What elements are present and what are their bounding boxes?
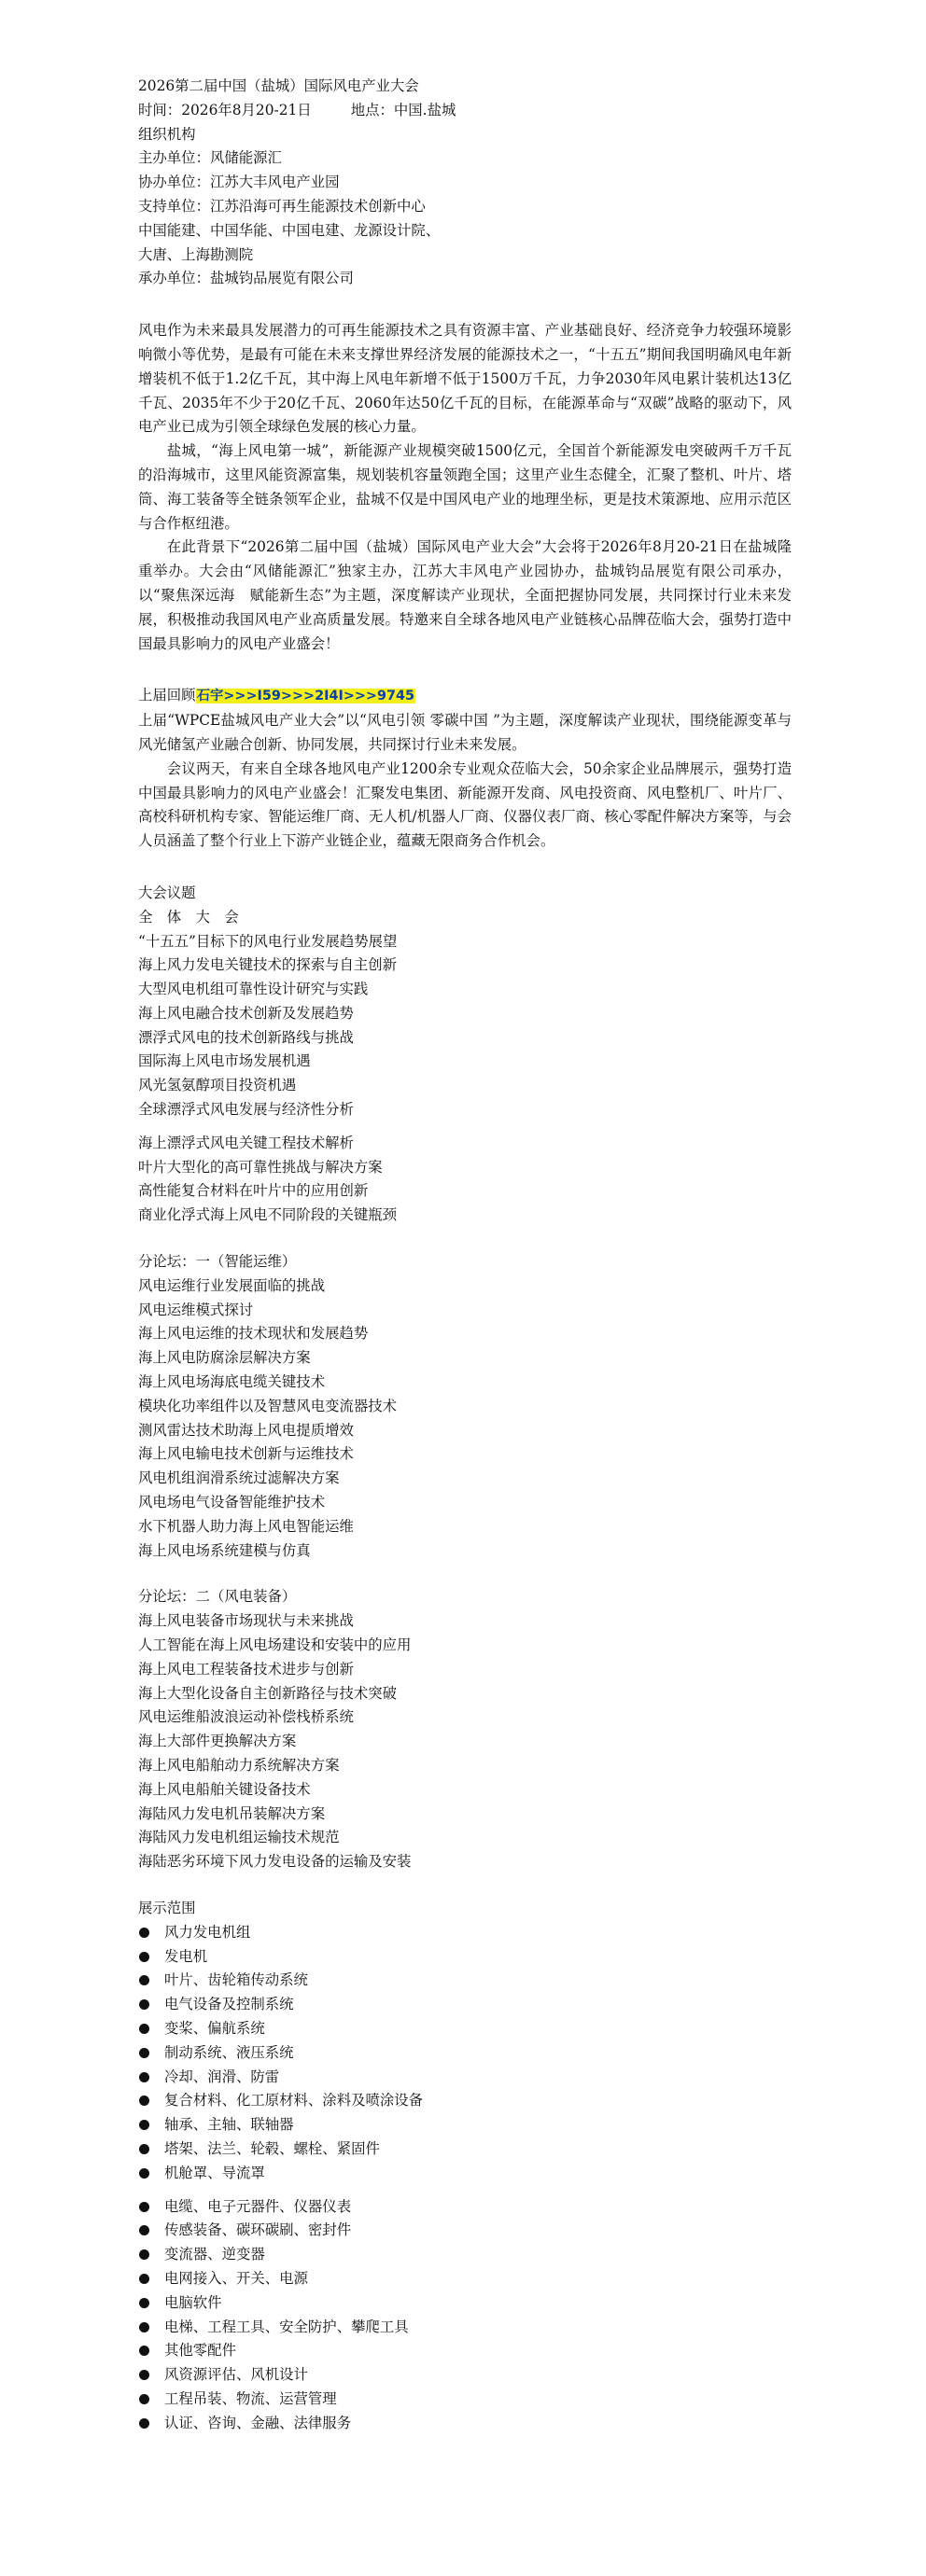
exhibit-item-label: 电梯、工程工具、安全防护、攀爬工具 bbox=[164, 2318, 409, 2335]
exhibit-item bbox=[138, 2113, 792, 2137]
forum1-topic: 风电运维行业发展面临的挑战 bbox=[138, 1276, 326, 1294]
forum2-topic: 海上大型化设备自主创新路径与技术突破 bbox=[138, 1684, 398, 1702]
co-host-line: 协办单位：江苏大丰风电产业园 bbox=[138, 174, 340, 191]
forum1-topic: 风电运维模式探讨 bbox=[138, 1301, 254, 1318]
plenary-heading: 全 体 大 会 bbox=[138, 908, 239, 926]
plenary-topic: 国际海上风电市场发展机遇 bbox=[138, 1052, 311, 1070]
plenary-topic: 高性能复合材料在叶片中的应用创新 bbox=[138, 1182, 369, 1200]
bullet-icon bbox=[139, 2322, 149, 2332]
exhibit-item bbox=[138, 2162, 792, 2186]
forum1-topic: 海上风电输电技术创新与运维技术 bbox=[138, 1445, 354, 1463]
forum2-heading: 分论坛：二（风电装备） bbox=[138, 1588, 297, 1606]
exhibit-item bbox=[138, 2219, 792, 2243]
forum2-topic: 海上风电船舶动力系统解决方案 bbox=[138, 1757, 340, 1774]
exhibit-item bbox=[138, 2089, 792, 2113]
exhibit-item bbox=[138, 1969, 792, 1993]
bullet-icon bbox=[139, 1952, 149, 1962]
exhibit-item bbox=[138, 2412, 792, 2436]
exhibit-list bbox=[138, 2195, 792, 2436]
plenary-topic: 叶片大型化的高可靠性挑战与解决方案 bbox=[138, 1158, 383, 1176]
bullet-icon bbox=[139, 2418, 149, 2429]
exhibit-item-label: 机舱罩、导流罩 bbox=[164, 2164, 265, 2181]
forum1-topic: 海上风电防腐涂层解决方案 bbox=[138, 1349, 311, 1367]
time-label: 时间： bbox=[138, 101, 182, 118]
exhibit-item bbox=[138, 1993, 792, 2017]
exhibit-item-label: 叶片、齿轮箱传动系统 bbox=[164, 1971, 308, 1989]
support-cont-line: 大唐、上海勘测院 bbox=[138, 245, 254, 263]
host-line: 主办单位：风储能源汇 bbox=[138, 149, 282, 167]
plenary-topic: 商业化浮式海上风电不同阶段的关键瓶颈 bbox=[138, 1206, 398, 1224]
exhibit-item bbox=[138, 2243, 792, 2267]
time-place-line bbox=[138, 99, 792, 123]
support-line: 支持单位：江苏沿海可再生能源技术创新中心 bbox=[138, 197, 426, 215]
agenda-heading: 大会议题 bbox=[138, 884, 196, 901]
exhibit-item-label: 复合材料、化工原材料、涂料及喷涂设备 bbox=[164, 2092, 424, 2110]
contact-highlight: 石宇>>>I59>>>2I4I>>>9745 bbox=[196, 689, 415, 704]
bullet-icon bbox=[139, 1928, 149, 1938]
exhibit-item-label: 风资源评估、风机设计 bbox=[164, 2366, 308, 2384]
forum2-topic: 海上风电船舶关键设备技术 bbox=[138, 1780, 311, 1798]
forum1-topic: 海上风电场海底电缆关键技术 bbox=[138, 1373, 326, 1391]
exhibit-item-label: 制动系统、液压系统 bbox=[164, 2043, 294, 2061]
conference-title: 2026第二届中国（盐城）国际风电产业大会 bbox=[138, 77, 419, 94]
bullet-icon bbox=[139, 2202, 149, 2212]
forum1-heading: 分论坛：一（智能运维） bbox=[138, 1253, 297, 1271]
plenary-topic: 漂浮式风电的技术创新路线与挑战 bbox=[138, 1028, 354, 1046]
forum2-topic: 海上风电装备市场现状与未来挑战 bbox=[138, 1612, 354, 1630]
forum2-topic: 海上风电工程装备技术进步与创新 bbox=[138, 1660, 354, 1678]
exhibit-item-label: 轴承、主轴、联轴器 bbox=[164, 2116, 294, 2134]
exhibit-item-label: 发电机 bbox=[164, 1947, 208, 1965]
intro-paragraph: 在此背景下“2026第二届中国（盐城）国际风电产业大会”大会将于2026年8月20-21日在盐城隆重举办。大会由“风储能源汇”独家主办，江苏大丰风电产业园协办，盐城钧品展览有限公司承办，以“聚焦深远海 赋能新生态”为主题，深度解读产业现状，全面把握协同发展，共同探讨行业未来发展，积极推动我国风电产业高质量发展。特邀来自全球各地风电产业链核心品牌莅临大会，强势打造中国最具影响力的风电产业盛会！ bbox=[138, 538, 792, 652]
forum2-topic: 海上大部件更换解决方案 bbox=[138, 1733, 297, 1750]
place-label: 地点： bbox=[350, 101, 394, 118]
bullet-icon bbox=[139, 2346, 149, 2356]
exhibit-list bbox=[138, 1921, 792, 2186]
exhibit-item-label: 风力发电机组 bbox=[164, 1923, 251, 1941]
bullet-icon bbox=[139, 2298, 149, 2308]
forum2-topic: 风电运维船波浪运动补偿栈桥系统 bbox=[138, 1708, 354, 1726]
intro-paragraph: 风电作为未来最具发展潜力的可再生能源技术之具有资源丰富、产业基础良好、经济竞争力较强环境影响微小等优势，是最有可能在未来支撑世界经济发展的能源技术之一，“十五五”期间我国明确风电年新增装机不低于1.2亿千瓦，其中海上风电年新增不低于1500万千瓦，力争2030年风电累计装机达13亿千瓦、2035年不少于20亿千瓦、2060年达50亿千瓦的目标，在能源革命与“双碳”战略的驱动下，风电产业已成为引领全球绿色发展的核心力量。 bbox=[138, 322, 792, 436]
plenary-topic: 海上漂浮式风电关键工程技术解析 bbox=[138, 1134, 354, 1151]
bullet-icon bbox=[139, 2394, 149, 2404]
exhibit-item-label: 工程吊装、物流、运营管理 bbox=[164, 2389, 337, 2407]
plenary-topic-list bbox=[138, 930, 792, 1122]
exhibit-item bbox=[138, 2137, 792, 2162]
forum1-topic: 海上风电场系统建模与仿真 bbox=[138, 1541, 311, 1559]
forum1-topic: 风电场电气设备智能维护技术 bbox=[138, 1494, 326, 1511]
exhibit-item bbox=[138, 2363, 792, 2388]
bullet-icon bbox=[139, 2072, 149, 2082]
plenary-topic: 大型风电机组可靠性设计研究与实践 bbox=[138, 981, 369, 998]
plenary-topic-list bbox=[138, 1132, 792, 1228]
bullet-icon bbox=[139, 2120, 149, 2130]
review-paragraph: 会议两天，有来自全球各地风电产业1200余专业观众莅临大会，50余家企业品牌展示，强势打造中国最具影响力的风电产业盛会！汇聚发电集团、新能源开发商、风电投资商、风电整机厂、叶片厂、高校科研机构专家、智能运维厂商、无人机/机器人厂商、仪器仪表厂商、核心零配件解决方案等，与会人员涵盖了整个行业上下游产业链企业，蕴藏无限商务合作机会。 bbox=[138, 759, 792, 850]
plenary-topic: “十五五”目标下的风电行业发展趋势展望 bbox=[138, 932, 398, 950]
bullet-icon bbox=[139, 2096, 149, 2106]
plenary-topic: 海上风电融合技术创新及发展趋势 bbox=[138, 1004, 354, 1022]
bullet-icon bbox=[139, 2274, 149, 2284]
exhibit-item-label: 传感装备、碳环碳刷、密封件 bbox=[164, 2221, 352, 2239]
review-paragraph: 上届“WPCE盐城风电产业大会”以“风电引领 零碳中国 ”为主题，深度解读产业现状，围绕能源变革与风光储氢产业融合创新、协同发展，共同探讨行业未来发展。 bbox=[138, 712, 792, 753]
document-body bbox=[138, 75, 792, 2436]
plenary-topic: 全球漂浮式风电发展与经济性分析 bbox=[138, 1101, 354, 1119]
bullet-icon bbox=[139, 2168, 149, 2179]
forum1-topic: 风电机组润滑系统过滤解决方案 bbox=[138, 1469, 340, 1487]
exhibit-item bbox=[138, 2066, 792, 2090]
exhibit-item-label: 变流器、逆变器 bbox=[164, 2246, 265, 2263]
forum2-topic: 海陆风力发电机吊装解决方案 bbox=[138, 1804, 326, 1822]
organizer-line: 承办单位：盐城钧品展览有限公司 bbox=[138, 270, 354, 287]
exhibit-item bbox=[138, 2267, 792, 2291]
bullet-icon bbox=[139, 2249, 149, 2260]
exhibit-item-label: 认证、咨询、金融、法律服务 bbox=[164, 2414, 352, 2431]
exhibit-item bbox=[138, 1921, 792, 1945]
place-value: 中国.盐城 bbox=[393, 101, 456, 118]
exhibits-heading: 展示范围 bbox=[138, 1899, 196, 1916]
exhibit-item bbox=[138, 2291, 792, 2316]
forum1-topic: 海上风电运维的技术现状和发展趋势 bbox=[138, 1325, 369, 1343]
exhibit-item bbox=[138, 2388, 792, 2412]
forum2-topic: 海陆恶劣环境下风力发电设备的运输及安装 bbox=[138, 1853, 412, 1871]
exhibit-item bbox=[138, 2041, 792, 2066]
exhibit-item-label: 电网接入、开关、电源 bbox=[164, 2269, 308, 2287]
exhibit-item-label: 冷却、润滑、防雷 bbox=[164, 2068, 280, 2085]
bullet-icon bbox=[139, 2144, 149, 2154]
support-cont-line: 中国能建、中国华能、中国电建、龙源设计院、 bbox=[138, 221, 441, 239]
exhibit-item-label: 塔架、法兰、轮毂、螺栓、紧固件 bbox=[164, 2139, 380, 2157]
forum2-topic-list bbox=[138, 1609, 792, 1874]
exhibit-item-label: 其他零配件 bbox=[164, 2342, 236, 2360]
exhibit-item-label: 变桨、偏航系统 bbox=[164, 2019, 265, 2037]
plenary-topic: 海上风力发电关键技术的探索与自主创新 bbox=[138, 956, 398, 974]
forum1-topic: 模块化功率组件以及智慧风电变流器技术 bbox=[138, 1397, 398, 1414]
review-heading bbox=[138, 684, 792, 709]
exhibit-item-label: 电气设备及控制系统 bbox=[164, 1996, 294, 2013]
exhibit-item bbox=[138, 2316, 792, 2340]
forum2-topic: 海陆风力发电机组运输技术规范 bbox=[138, 1829, 340, 1846]
time-value: 2026年8月20-21日 bbox=[181, 101, 312, 118]
exhibit-item bbox=[138, 2339, 792, 2363]
exhibit-item-label: 电脑软件 bbox=[164, 2293, 222, 2311]
forum1-topic: 测风雷达技术助海上风电提质增效 bbox=[138, 1421, 354, 1439]
review-label: 上届回顾 bbox=[138, 687, 196, 704]
bullet-icon bbox=[139, 2370, 149, 2380]
exhibit-item bbox=[138, 2195, 792, 2220]
forum1-topic: 水下机器人助力海上风电智能运维 bbox=[138, 1517, 354, 1535]
bullet-icon bbox=[139, 2225, 149, 2235]
forum2-topic: 人工智能在海上风电场建设和安装中的应用 bbox=[138, 1636, 412, 1654]
plenary-topic: 风光氢氨醇项目投资机遇 bbox=[138, 1077, 297, 1094]
org-heading: 组织机构 bbox=[138, 125, 196, 143]
exhibit-item-label: 电缆、电子元器件、仪器仪表 bbox=[164, 2197, 352, 2215]
bullet-icon bbox=[139, 2024, 149, 2034]
exhibit-item bbox=[138, 1945, 792, 1970]
intro-paragraph: 盐城，“海上风电第一城”，新能源产业规模突破1500亿元，全国首个新能源发电突破两千万千瓦的沿海城市，这里风能资源富集，规划装机容量领跑全国；这里产业生态健全，汇聚了整机、叶片、塔筒、海工装备等全链条领军企业，盐城不仅是中国风电产业的地理坐标，更是技术策源地、应用示范区与合作枢纽港。 bbox=[138, 442, 792, 532]
bullet-icon bbox=[139, 2048, 149, 2058]
bullet-icon bbox=[139, 1975, 149, 1985]
forum1-topic-list bbox=[138, 1274, 792, 1564]
bullet-icon bbox=[139, 1999, 149, 2010]
exhibit-item bbox=[138, 2017, 792, 2041]
